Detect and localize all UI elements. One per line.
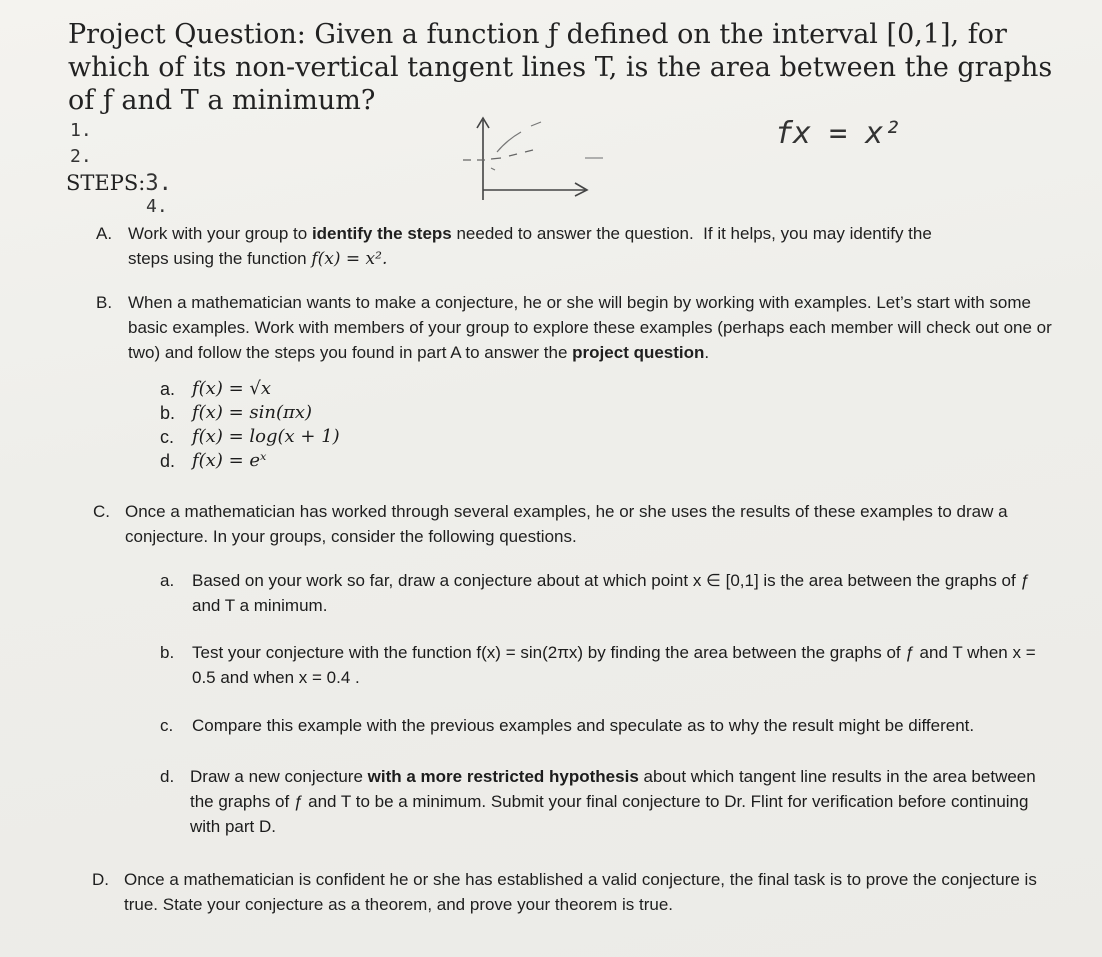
example-item (160, 449, 340, 473)
item-text: Compare this example with the previous examples and speculate as to why the result might be different. (192, 716, 975, 735)
section-b-text (128, 290, 1053, 365)
item-label: b. (160, 643, 175, 662)
section-a-line2: steps using the function (128, 249, 307, 268)
section-d-letter: D. (92, 870, 109, 889)
section-b-body: When a mathematician wants to make a conjecture, he or she will begin by working with examples. Let’s start with some basic examples. Work with members of your group to explore these examples (perhaps each member will check out one or two) and follow the steps you found in part A to answer the (128, 293, 1052, 362)
section-a-pre: Work with your group to (128, 224, 312, 243)
example-item (160, 377, 340, 401)
section-a-bold: identify the steps (311, 224, 452, 243)
project-question-title: Project Question: Given a function ƒ defined on the interval [0,1], for which of its non-vertical tangent lines T, is the area between the graphs of ƒ and T a minimum? (68, 19, 1053, 116)
item-d-bold: with a more restricted hypothesis (367, 767, 639, 786)
example-item (160, 425, 340, 449)
hand-sketch-axes (455, 112, 615, 204)
section-a-post: needed to answer the question. If it helps, you may identify the (451, 224, 932, 243)
example-item (160, 401, 340, 425)
item-label: c. (160, 716, 174, 735)
section-c-letter: C. (93, 502, 110, 521)
section-a-function: f(x) = x². (311, 249, 388, 269)
section-b-letter: B. (96, 293, 113, 312)
handwritten-number-4: 4. (146, 196, 168, 217)
section-b-example-list (160, 377, 340, 473)
example-expression: f(x) = log(x + 1) (192, 426, 340, 447)
section-d-text: Once a mathematician is confident he or she has established a valid conjecture, the final task is to prove the conjecture is true. State your conjecture as a theorem, and prove your theorem is true. (124, 870, 1037, 914)
section-b-bold: project question (572, 343, 705, 362)
example-label: d. (160, 451, 176, 471)
section-b-end: . (704, 343, 710, 362)
section-a-letter: A. (96, 224, 113, 243)
item-d-pre: Draw a new conjecture (190, 767, 368, 786)
item-d-post: about which tangent line results in the area between the graphs of ƒ and T to be a minimum. Submit your final conjecture to Dr. Flint for verification before continuing with part D. (190, 767, 1036, 836)
handwritten-number-1: 1. (70, 120, 92, 141)
item-text (190, 764, 1050, 839)
section-c-text: Once a mathematician has worked through several examples, he or she uses the results of these examples to draw a conjecture. In your groups, consider the following questions. (125, 502, 1008, 546)
example-label: a. (160, 379, 176, 399)
example-label: c. (160, 427, 175, 447)
item-text: Based on your work so far, draw a conjecture about at which point x ∈ [0,1] is the area between the graphs of ƒ and T a minimum. (192, 571, 1030, 615)
section-a-text (128, 221, 1028, 272)
handwritten-number-3: 3. (145, 171, 172, 196)
handwritten-number-2: 2. (70, 146, 92, 167)
example-expression: f(x) = eˣ (192, 450, 267, 471)
steps-label (66, 171, 172, 196)
item-label: a. (160, 571, 175, 590)
steps-label-text: STEPS: (66, 171, 146, 195)
example-expression: f(x) = √x (192, 378, 272, 399)
item-label: d. (160, 767, 175, 786)
example-label: b. (160, 403, 176, 423)
handwritten-fx-equation: fx = x² (775, 116, 902, 151)
item-text: Test your conjecture with the function f(x) = sin(2πx) by finding the area between the graphs of ƒ and T when x = 0.5 and when x = 0.4 . (192, 643, 1036, 687)
example-expression: f(x) = sin(πx) (192, 402, 312, 423)
